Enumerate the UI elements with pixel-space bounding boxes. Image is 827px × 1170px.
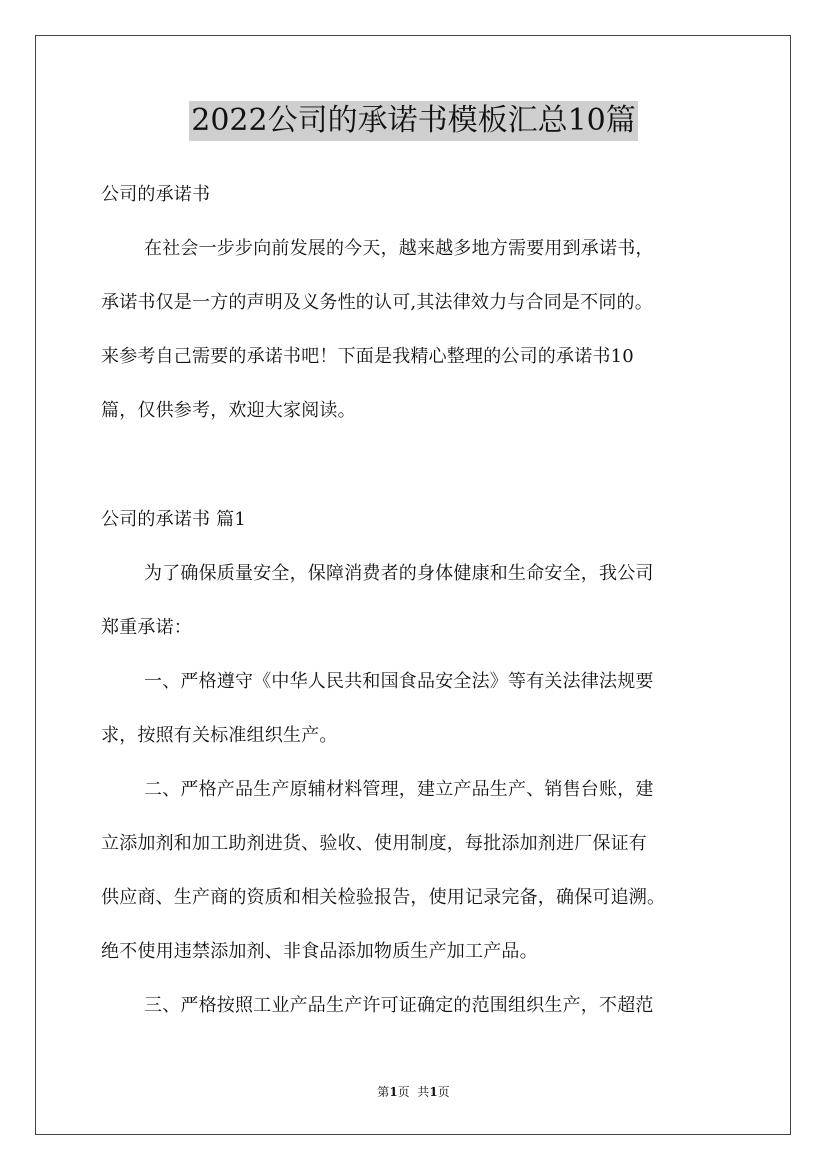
page-current: 1 — [389, 1085, 398, 1099]
body-line: 郑重承诺： — [101, 617, 192, 638]
document-title: 2022公司的承诺书模板汇总10篇 — [189, 101, 638, 141]
body-line: 二、严格产品生产原辅材料管理，建立产品生产、销售台账，建 — [144, 779, 654, 800]
intro-line: 来参考自己需要的承诺书吧！下面是我精心整理的公司的承诺书10 — [101, 346, 634, 367]
section-heading: 公司的承诺书 篇1 — [101, 509, 246, 530]
page-total: 1 — [429, 1085, 438, 1099]
page-label-suffix: 页 — [437, 1085, 450, 1099]
title-container — [0, 101, 827, 141]
body-line: 供应商、生产商的资质和相关检验报告，使用记录完备，确保可追溯。 — [101, 887, 666, 908]
page-label-mid: 页 共 — [397, 1085, 430, 1099]
page-footer — [0, 1084, 827, 1100]
body-line: 为了确保质量安全，保障消费者的身体健康和生命安全，我公司 — [144, 563, 654, 584]
intro-line: 篇，仅供参考，欢迎大家阅读。 — [101, 400, 356, 421]
body-line: 三、严格按照工业产品生产许可证确定的范围组织生产，不超范 — [144, 995, 654, 1016]
body-line: 一、严格遵守《中华人民共和国食品安全法》等有关法律法规要 — [144, 671, 654, 692]
intro-line: 承诺书仅是一方的声明及义务性的认可,其法律效力与合同是不同的。 — [101, 292, 653, 313]
intro-heading: 公司的承诺书 — [101, 184, 211, 205]
page-label-prefix: 第 — [377, 1085, 390, 1099]
body-line: 绝不使用违禁添加剂、非食品添加物质生产加工产品。 — [101, 941, 538, 962]
body-line: 立添加剂和加工助剂进货、验收、使用制度，每批添加剂进厂保证有 — [101, 833, 647, 854]
intro-line: 在社会一步步向前发展的今天，越来越多地方需要用到承诺书， — [144, 238, 654, 259]
body-line: 求，按照有关标准组织生产。 — [101, 725, 338, 746]
